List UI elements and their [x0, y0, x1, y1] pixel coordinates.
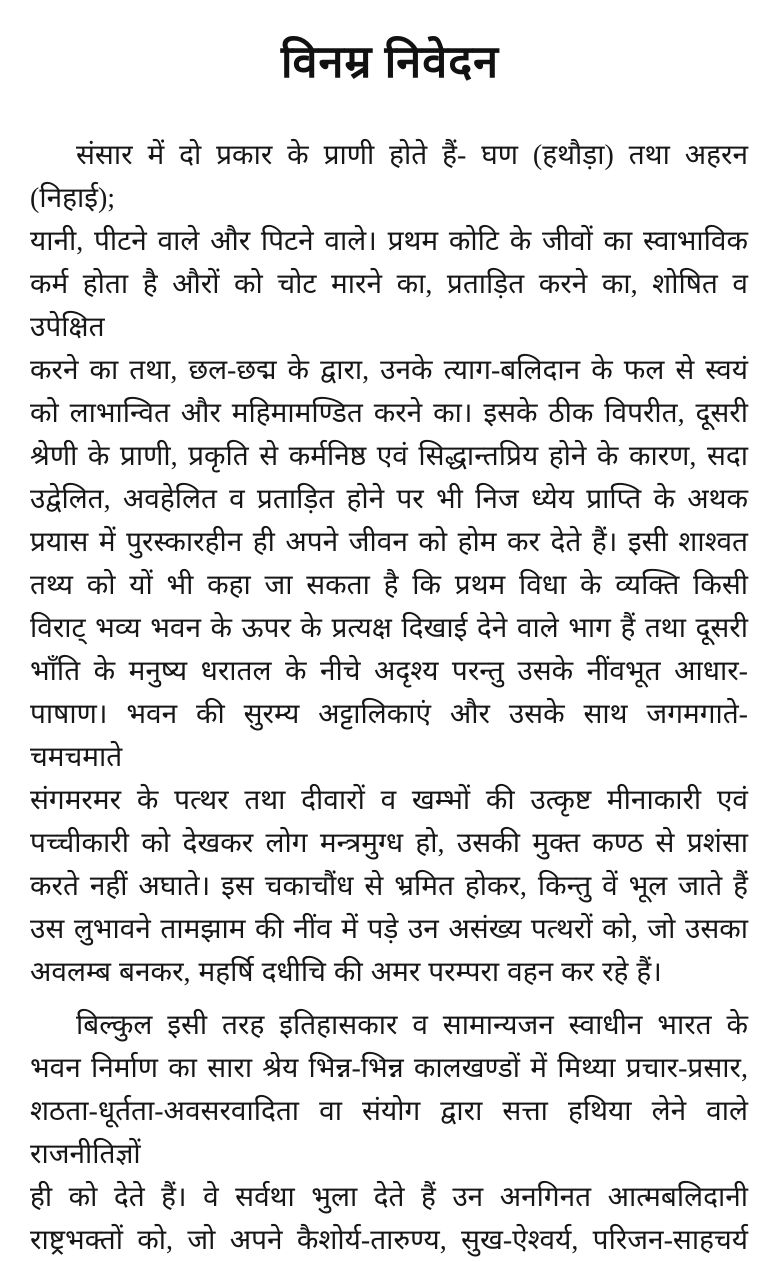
- text-line: भवन निर्माण का सारा श्रेय भिन्न-भिन्न कालखण्डों में मिथ्या प्रचार-प्रसार,: [30, 1053, 748, 1084]
- paragraph: [30, 134, 748, 994]
- page-title: विनम्र निवेदन: [280, 37, 500, 87]
- text-line: संसार में दो प्रकार के प्राणी होते हैं- घण (हथौड़ा) तथा अहरन (निहाई);: [30, 140, 748, 214]
- text-line: भाँति के मनुष्य धरातल के नीचे अदृश्य परन्तु उसके नींवभूत आधार-: [30, 656, 748, 687]
- text-line: उद्वेलित, अवहेलित व प्रताड़ित होने पर भी निज ध्येय प्राप्ति के अथक: [30, 484, 748, 515]
- text-line: विराट् भव्य भवन के ऊपर के प्रत्यक्ष दिखाई देने वाले भाग हैं तथा दूसरी: [30, 613, 748, 644]
- text-line: शठता-धूर्तता-अवसरवादिता वा संयोग द्वारा सत्ता हथिया लेने वाले राजनीतिज्ञों: [30, 1096, 748, 1170]
- text-line: यानी, पीटने वाले और पिटने वाले। प्रथम कोटि के जीवों का स्वाभाविक: [30, 226, 748, 257]
- book-page: [0, 30, 780, 1256]
- text-line: श्रेणी के प्राणी, प्रकृति से कर्मनिष्ठ एवं सिद्धान्तप्रिय होने के कारण, सदा: [30, 441, 748, 472]
- paragraph: [30, 1004, 748, 1262]
- text-line: संगमरमर के पत्थर तथा दीवारों व खम्भों की उत्कृष्ट मीनाकारी एवं: [30, 785, 748, 816]
- text-line: पाषाण। भवन की सुरम्य अट्टालिकाएं और उसके साथ जगमगाते-चमचमाते: [30, 699, 748, 773]
- text-line: करते नहीं अघाते। इस चकाचौंध से भ्रमित होकर, किन्तु वें भूल जाते हैं: [30, 871, 748, 902]
- text-line: को लाभान्वित और महिमामण्डित करने का। इसके ठीक विपरीत, दूसरी: [30, 398, 748, 429]
- text-line: तथ्य को यों भी कहा जा सकता है कि प्रथम विधा के व्यक्ति किसी: [30, 570, 748, 601]
- text-line: करने का तथा, छल-छद्म के द्वारा, उनके त्याग-बलिदान के फल से स्वयं: [30, 355, 748, 386]
- text-line: पच्चीकारी को देखकर लोग मन्त्रमुग्ध हो, उसकी मुक्त कण्ठ से प्रशंसा: [30, 828, 748, 859]
- text-line: राष्ट्रभक्तों को, जो अपने कैशोर्य-तारुण्य, सुख-ऐश्वर्य, परिजन-साहचर्य: [30, 1225, 748, 1256]
- text-line: उस लुभावने तामझाम की नींव में पड़े उन असंख्य पत्थरों को, जो उसका: [30, 914, 748, 945]
- body-text: [0, 134, 780, 1262]
- text-line: प्रयास में पुरस्कारहीन ही अपने जीवन को होम कर देते हैं। इसी शाश्वत: [30, 527, 748, 558]
- text-line: अवलम्ब बनकर, महर्षि दधीचि की अमर परम्परा वहन कर रहे हैं।: [30, 957, 662, 988]
- text-line: बिल्कुल इसी तरह इतिहासकार व सामान्यजन स्वाधीन भारत के: [76, 1010, 748, 1041]
- text-line: कर्म होता है औरों को चोट मारने का, प्रताड़ित करने का, शोषित व उपेक्षित: [30, 269, 748, 343]
- text-line: ही को देते हैं। वे सर्वथा भुला देते हैं उन अनगिनत आत्मबलिदानी: [30, 1182, 748, 1213]
